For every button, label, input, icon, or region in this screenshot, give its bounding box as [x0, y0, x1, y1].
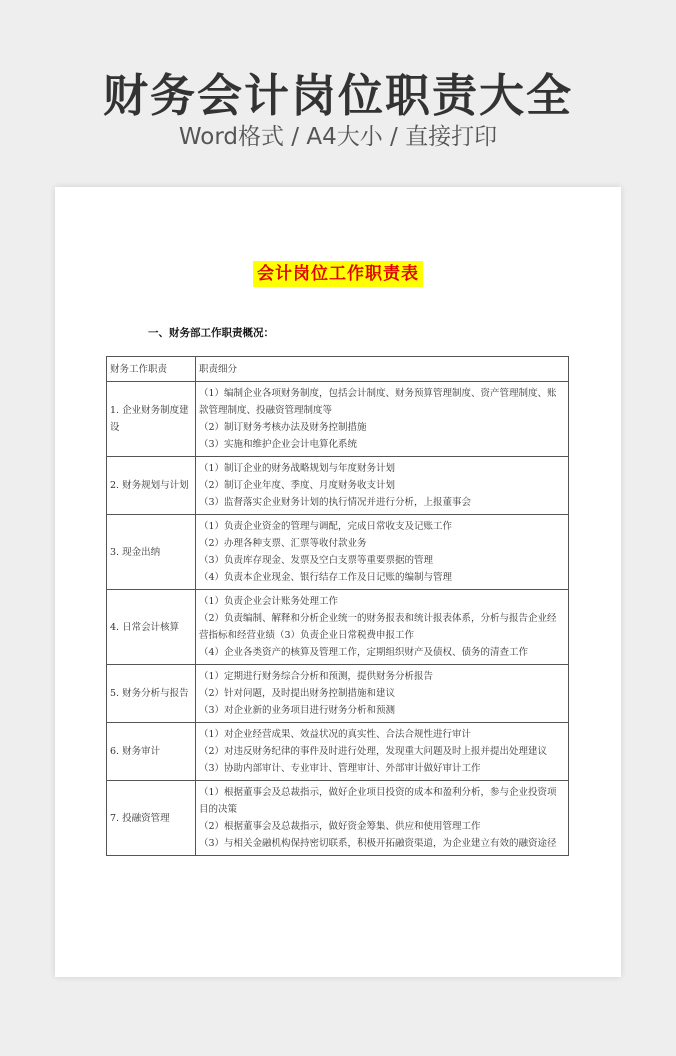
banner-subtitle: Word格式 / A4大小 / 直接打印: [178, 124, 498, 150]
row-details: [196, 723, 569, 781]
table-row: [107, 665, 569, 723]
banner-title: 财务会计岗位职责大全: [102, 69, 573, 122]
document-page: [55, 187, 621, 977]
row-category: 1. 企业财务制度建设: [107, 382, 196, 457]
row-category: 5. 财务分析与报告: [107, 665, 196, 723]
row-category: 3. 现金出纳: [107, 515, 196, 590]
table-row: [107, 781, 569, 856]
document-title-wrap: [55, 261, 621, 287]
detail-item: （1）负责企业资金的管理与调配，完成日常收支及记账工作: [199, 521, 453, 532]
detail-item: （1）编制企业各项财务制度，包括会计制度、财务预算管理制度、资产管理制度、账款管理制度、投融资管理制度等: [199, 388, 557, 416]
row-category: 2. 财务规划与计划: [107, 457, 196, 515]
detail-item: （3）对企业新的业务项目进行财务分析和预测: [199, 705, 396, 716]
table-row: [107, 723, 569, 781]
detail-item: （1）负责企业会计账务处理工作: [199, 596, 339, 607]
detail-item: （1）对企业经营成果、效益状况的真实性、合法合规性进行审计: [199, 729, 472, 740]
detail-item: （2）制订企业年度、季度、月度财务收支计划: [199, 480, 396, 491]
row-category: 7. 投融资管理: [107, 781, 196, 856]
table-row: [107, 457, 569, 515]
detail-item: （4）企业各类资产的核算及管理工作，定期组织财产及债权、债务的清查工作: [199, 647, 529, 658]
row-details: [196, 665, 569, 723]
header-details: 职责细分: [196, 357, 569, 382]
detail-item: （3）负责库存现金、发票及空白支票等重要票据的管理: [199, 555, 434, 566]
detail-item: （1）根据董事会及总裁指示，做好企业项目投资的成本和盈利分析，参与企业投资项目的决策: [199, 787, 557, 815]
detail-item: （2）对违反财务纪律的事件及时进行处理，发现重大问题及时上报并提出处理建议: [199, 746, 548, 757]
duty-table: [106, 356, 569, 856]
table-header-row: [107, 357, 569, 382]
detail-item: （3）与相关金融机构保持密切联系，积极开拓融资渠道，为企业建立有效的融资途径: [199, 838, 557, 849]
document-title: 会计岗位工作职责表: [253, 261, 423, 287]
detail-item: （1）制订企业的财务战略规划与年度财务计划: [199, 463, 396, 474]
detail-item: （3）实施和维护企业会计电算化系统: [199, 439, 358, 450]
row-details: [196, 781, 569, 856]
row-details: [196, 382, 569, 457]
table-row: [107, 590, 569, 665]
row-category: 6. 财务审计: [107, 723, 196, 781]
detail-item: （2）针对问题，及时提出财务控制措施和建议: [199, 688, 396, 699]
row-category: 4. 日常会计核算: [107, 590, 196, 665]
section-heading: 一、财务部工作职责概况：: [148, 327, 274, 339]
row-details: [196, 457, 569, 515]
detail-item: （1）定期进行财务综合分析和预测，提供财务分析报告: [199, 671, 434, 682]
detail-item: （2）制订财务考核办法及财务控制措施: [199, 422, 367, 433]
detail-item: （3）协助内部审计、专业审计、管理审计、外部审计做好审计工作: [199, 763, 481, 774]
header-category: 财务工作职责: [107, 357, 196, 382]
detail-item: （2）根据董事会及总裁指示，做好资金筹集、供应和使用管理工作: [199, 821, 481, 832]
detail-item: （2）办理各种支票、汇票等收付款业务: [199, 538, 367, 549]
detail-item: （3）监督落实企业财务计划的执行情况并进行分析，上报董事会: [199, 497, 472, 508]
table-row: [107, 382, 569, 457]
detail-item: （4）负责本企业现金、银行结存工作及日记账的编制与管理: [199, 572, 453, 583]
row-details: [196, 515, 569, 590]
table-row: [107, 515, 569, 590]
row-details: [196, 590, 569, 665]
detail-item: （2）负责编制、解释和分析企业统一的财务报表和统计报表体系，分析与报告企业经营指标和经营业绩（3）负责企业日常税费申报工作: [199, 613, 557, 641]
